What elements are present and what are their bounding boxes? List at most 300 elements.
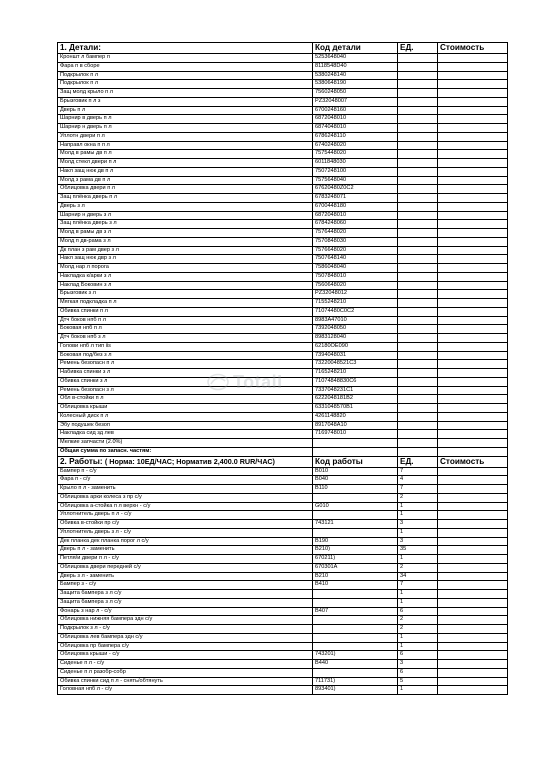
- work-unit: 1: [398, 502, 438, 511]
- part-name: Фара п в сборе: [58, 62, 313, 71]
- work-cost: [438, 502, 508, 511]
- part-code: 71074480C0C2: [313, 307, 398, 316]
- part-unit: [398, 211, 438, 220]
- part-code: 7394048031: [313, 351, 398, 360]
- part-name: Защ молд крыло п л: [58, 89, 313, 98]
- work-cost: [438, 485, 508, 494]
- works-row: [58, 546, 508, 555]
- work-unit: 1: [398, 590, 438, 599]
- work-code: G010: [313, 502, 398, 511]
- parts-row: [58, 141, 508, 150]
- work-code: B210: [313, 572, 398, 581]
- part-unit: [398, 404, 438, 413]
- part-unit: [398, 62, 438, 71]
- part-unit: [398, 307, 438, 316]
- part-name: Накладка сид зд лев: [58, 430, 313, 439]
- work-unit: 3: [398, 660, 438, 669]
- part-name: Защ плёнка дверь п л: [58, 194, 313, 203]
- part-unit: [398, 439, 438, 448]
- part-cost: [438, 220, 508, 229]
- parts-total-label: Общая сумма по запасн. частям:: [58, 447, 313, 456]
- part-code: 67620480Z0C2: [313, 185, 398, 194]
- work-cost: [438, 528, 508, 537]
- part-cost: [438, 272, 508, 281]
- part-unit: [398, 220, 438, 229]
- works-row: [58, 520, 508, 529]
- part-code: 6331048570B1: [313, 404, 398, 413]
- work-name: Дек планка дек планка порог л с/у: [58, 537, 313, 546]
- part-name: Накладка к/арки з л: [58, 272, 313, 281]
- part-name: Шарнир в дверь п л: [58, 115, 313, 124]
- part-cost: [438, 307, 508, 316]
- part-cost: [438, 290, 508, 299]
- part-name: Ремень безопасн з л: [58, 386, 313, 395]
- part-code: 7165248210: [313, 369, 398, 378]
- work-cost: [438, 590, 508, 599]
- watermark-text: TotalI: [233, 372, 283, 392]
- works-cost-header: Стоимость: [438, 456, 508, 467]
- works-row: [58, 668, 508, 677]
- work-cost: [438, 572, 508, 581]
- part-unit: [398, 342, 438, 351]
- works-row: [58, 511, 508, 520]
- work-code: [313, 590, 398, 599]
- work-name: Подкрылок з л - с/у: [58, 625, 313, 634]
- work-unit: 6: [398, 668, 438, 677]
- parts-row: [58, 159, 508, 168]
- work-unit: 2: [398, 616, 438, 625]
- part-cost: [438, 386, 508, 395]
- work-unit: 34: [398, 572, 438, 581]
- part-cost: [438, 211, 508, 220]
- parts-row: [58, 412, 508, 421]
- part-cost: [438, 141, 508, 150]
- part-code: 5253648040: [313, 54, 398, 63]
- part-cost: [438, 246, 508, 255]
- work-name: Фонарь з нар л - с/у: [58, 607, 313, 616]
- work-name: Облицовка крыши - с/у: [58, 651, 313, 660]
- work-name: Петля/и двери п л - с/у: [58, 555, 313, 564]
- parts-row: [58, 97, 508, 106]
- parts-row: [58, 176, 508, 185]
- work-cost: [438, 642, 508, 651]
- part-name: Дтч боков нпб з л: [58, 334, 313, 343]
- part-cost: [438, 430, 508, 439]
- works-row: [58, 537, 508, 546]
- parts-row: [58, 307, 508, 316]
- work-unit: 7: [398, 485, 438, 494]
- part-name: Мягкая подкладка п л: [58, 299, 313, 308]
- parts-row: [58, 430, 508, 439]
- part-unit: [398, 395, 438, 404]
- parts-row: [58, 369, 508, 378]
- part-unit: [398, 132, 438, 141]
- part-cost: [438, 299, 508, 308]
- work-code: B440: [313, 660, 398, 669]
- part-cost: [438, 159, 508, 168]
- work-name: Облицовка арки колеса з пр с/у: [58, 493, 313, 502]
- work-cost: [438, 616, 508, 625]
- parts-row: [58, 386, 508, 395]
- part-unit: [398, 316, 438, 325]
- part-code: 7392048050: [313, 325, 398, 334]
- part-cost: [438, 439, 508, 448]
- work-name: Крыло п л - заменить: [58, 485, 313, 494]
- part-unit: [398, 237, 438, 246]
- work-code: 893401): [313, 686, 398, 695]
- parts-header-row: [58, 43, 508, 54]
- part-code: 8917048A10: [313, 421, 398, 430]
- part-name: Голови нпб л тип iis: [58, 342, 313, 351]
- parts-row: [58, 342, 508, 351]
- part-cost: [438, 395, 508, 404]
- parts-row: [58, 237, 508, 246]
- part-code: 7337048231C1: [313, 386, 398, 395]
- parts-row: [58, 325, 508, 334]
- part-cost: [438, 377, 508, 386]
- works-row: [58, 651, 508, 660]
- parts-row: [58, 124, 508, 133]
- parts-row: [58, 334, 508, 343]
- part-name: Мелкие запчасти (2.0%): [58, 439, 313, 448]
- part-cost: [438, 255, 508, 264]
- work-name: Бампер п - с/у: [58, 467, 313, 476]
- part-cost: [438, 281, 508, 290]
- work-unit: 2: [398, 563, 438, 572]
- part-unit: [398, 167, 438, 176]
- parts-code-header: Код детали: [313, 43, 398, 54]
- part-unit: [398, 430, 438, 439]
- work-code: [313, 511, 398, 520]
- work-code: B190: [313, 537, 398, 546]
- part-name: Облицовка двери п л: [58, 185, 313, 194]
- part-code: 6874048010: [313, 124, 398, 133]
- part-cost: [438, 62, 508, 71]
- work-unit: 7: [398, 467, 438, 476]
- works-row: [58, 485, 508, 494]
- work-code: 743121: [313, 520, 398, 529]
- parts-row: [58, 395, 508, 404]
- work-name: Облицовка нижняя бампера здн с/у: [58, 616, 313, 625]
- work-unit: 3: [398, 537, 438, 546]
- part-unit: [398, 159, 438, 168]
- works-row: [58, 590, 508, 599]
- part-unit: [398, 325, 438, 334]
- part-code: 8983A47010: [313, 316, 398, 325]
- part-cost: [438, 360, 508, 369]
- part-cost: [438, 124, 508, 133]
- work-unit: 6: [398, 651, 438, 660]
- work-name: Дверь з л - заменить: [58, 572, 313, 581]
- work-name: Облицовка а-стойка п л верхн - с/у: [58, 502, 313, 511]
- work-unit: 35: [398, 546, 438, 555]
- parts-row: [58, 62, 508, 71]
- part-code: 6783248071: [313, 194, 398, 203]
- part-unit: [398, 412, 438, 421]
- parts-row: [58, 185, 508, 194]
- part-unit: [398, 272, 438, 281]
- part-code: 7155248210: [313, 299, 398, 308]
- part-cost: [438, 185, 508, 194]
- part-unit: [398, 351, 438, 360]
- work-cost: [438, 607, 508, 616]
- part-unit: [398, 334, 438, 343]
- part-code: 6872048010: [313, 211, 398, 220]
- part-unit: [398, 246, 438, 255]
- part-cost: [438, 421, 508, 430]
- parts-row: [58, 281, 508, 290]
- works-row: [58, 502, 508, 511]
- work-name: Обивка спинки сид п л - снять/обтянуть: [58, 677, 313, 686]
- works-row: [58, 493, 508, 502]
- work-cost: [438, 511, 508, 520]
- work-name: Дверь п л - заменить: [58, 546, 313, 555]
- part-code: PZ32048012: [313, 290, 398, 299]
- part-name: Направл окна п п л: [58, 141, 313, 150]
- work-unit: 2: [398, 493, 438, 502]
- part-cost: [438, 97, 508, 106]
- part-unit: [398, 176, 438, 185]
- work-code: [313, 616, 398, 625]
- work-code: 743201): [313, 651, 398, 660]
- work-code: [313, 598, 398, 607]
- part-unit: [398, 264, 438, 273]
- part-name: Обивка спинки п л: [58, 307, 313, 316]
- work-cost: [438, 686, 508, 695]
- part-name: Шарнир н дверь п л: [58, 124, 313, 133]
- work-code: [313, 493, 398, 502]
- part-name: Молд в рамы дв з л: [58, 229, 313, 238]
- part-name: Дк план з рам двер з л: [58, 246, 313, 255]
- work-unit: 1: [398, 686, 438, 695]
- work-unit: 1: [398, 633, 438, 642]
- work-cost: [438, 651, 508, 660]
- work-cost: [438, 633, 508, 642]
- part-code: 73220048521C3: [313, 360, 398, 369]
- part-cost: [438, 229, 508, 238]
- part-cost: [438, 80, 508, 89]
- work-name: Головная нпб л - с/у: [58, 686, 313, 695]
- work-cost: [438, 555, 508, 564]
- part-unit: [398, 80, 438, 89]
- part-unit: [398, 141, 438, 150]
- work-unit: 1: [398, 511, 438, 520]
- part-code: 6011848030: [313, 159, 398, 168]
- parts-row: [58, 246, 508, 255]
- part-code: 8118548D40: [313, 62, 398, 71]
- work-cost: [438, 581, 508, 590]
- part-unit: [398, 150, 438, 159]
- work-code: B110: [313, 485, 398, 494]
- work-name: Облицовка двери передней с/у: [58, 563, 313, 572]
- part-code: 5380648190: [313, 80, 398, 89]
- part-cost: [438, 404, 508, 413]
- part-code: 8983128040: [313, 334, 398, 343]
- work-cost: [438, 660, 508, 669]
- part-name: Эбу подушек безоп: [58, 421, 313, 430]
- part-cost: [438, 342, 508, 351]
- part-name: Шарнир н дверь з л: [58, 211, 313, 220]
- part-code: 6700448180: [313, 202, 398, 211]
- parts-total-code: [313, 447, 398, 456]
- part-name: Наклад Боковин з л: [58, 281, 313, 290]
- parts-row: [58, 220, 508, 229]
- works-row: [58, 616, 508, 625]
- work-code: 670301A: [313, 563, 398, 572]
- work-code: [313, 668, 398, 677]
- work-cost: [438, 598, 508, 607]
- work-code: [313, 625, 398, 634]
- parts-row: [58, 316, 508, 325]
- part-unit: [398, 89, 438, 98]
- part-cost: [438, 369, 508, 378]
- part-unit: [398, 185, 438, 194]
- part-cost: [438, 202, 508, 211]
- part-name: Молд з рама дв п л: [58, 176, 313, 185]
- part-name: Уплотн двери п л: [58, 132, 313, 141]
- work-name: Облицовка лев бампера здн с/у: [58, 633, 313, 642]
- work-cost: [438, 467, 508, 476]
- part-code: 7560648020: [313, 281, 398, 290]
- parts-row: [58, 89, 508, 98]
- part-code: 7570848030: [313, 237, 398, 246]
- part-code: 7507248100: [313, 167, 398, 176]
- parts-section-title: 1. Детали:: [58, 43, 313, 54]
- part-code: 7586048040: [313, 264, 398, 273]
- part-cost: [438, 194, 508, 203]
- part-unit: [398, 71, 438, 80]
- work-cost: [438, 625, 508, 634]
- work-name: Защита бампера з л с/у: [58, 590, 313, 599]
- work-unit: 4: [398, 476, 438, 485]
- work-code: 670211): [313, 555, 398, 564]
- work-cost: [438, 537, 508, 546]
- part-name: Молд п дв-рама з л: [58, 237, 313, 246]
- parts-row: [58, 150, 508, 159]
- part-name: Брызговик п л з: [58, 97, 313, 106]
- part-unit: [398, 115, 438, 124]
- work-name: Облицовка пр бампера с/у: [58, 642, 313, 651]
- work-name: Уплотнитель дверь з л - с/у: [58, 528, 313, 537]
- work-name: Защита бампера з л с/у: [58, 598, 313, 607]
- work-name: Обивка в-стойки пр с/у: [58, 520, 313, 529]
- works-row: [58, 598, 508, 607]
- parts-row: [58, 54, 508, 63]
- work-cost: [438, 563, 508, 572]
- part-unit: [398, 124, 438, 133]
- parts-row: [58, 421, 508, 430]
- work-unit: 7: [398, 581, 438, 590]
- works-code-header: Код работы: [313, 456, 398, 467]
- works-row: [58, 572, 508, 581]
- estimate-table: [57, 42, 508, 695]
- work-cost: [438, 520, 508, 529]
- part-cost: [438, 237, 508, 246]
- works-row: [58, 476, 508, 485]
- part-name: Дверь з л: [58, 202, 313, 211]
- part-code: 5380248140: [313, 71, 398, 80]
- part-unit: [398, 54, 438, 63]
- part-cost: [438, 150, 508, 159]
- part-code: 7575648040: [313, 176, 398, 185]
- part-cost: [438, 325, 508, 334]
- part-name: Обивка спинки з л: [58, 377, 313, 386]
- work-code: [313, 528, 398, 537]
- parts-total-cost: [438, 447, 508, 456]
- part-name: Молд в рамы дв п л: [58, 150, 313, 159]
- work-cost: [438, 677, 508, 686]
- parts-row: [58, 71, 508, 80]
- work-unit: 2: [398, 625, 438, 634]
- parts-row: [58, 80, 508, 89]
- part-name: Дверь п л: [58, 106, 313, 115]
- works-row: [58, 660, 508, 669]
- part-name: Защ плёнка дверь з л: [58, 220, 313, 229]
- part-code: 6222048181B2: [313, 395, 398, 404]
- works-row: [58, 677, 508, 686]
- works-row: [58, 642, 508, 651]
- part-code: 7507648140: [313, 255, 398, 264]
- work-code: B410: [313, 581, 398, 590]
- part-name: Накл защ нюк двр з л: [58, 255, 313, 264]
- part-cost: [438, 176, 508, 185]
- part-unit: [398, 106, 438, 115]
- part-code: 7507848010: [313, 272, 398, 281]
- work-name: Сиденье п л - с/у: [58, 660, 313, 669]
- part-cost: [438, 54, 508, 63]
- work-cost: [438, 493, 508, 502]
- part-name: Брызговик з л: [58, 290, 313, 299]
- part-code: 62180OE090: [313, 342, 398, 351]
- work-unit: 1: [398, 598, 438, 607]
- part-unit: [398, 369, 438, 378]
- part-code: [313, 439, 398, 448]
- works-row: [58, 633, 508, 642]
- part-cost: [438, 316, 508, 325]
- parts-row: [58, 211, 508, 220]
- works-row: [58, 528, 508, 537]
- work-code: 711731): [313, 677, 398, 686]
- parts-row: [58, 202, 508, 211]
- works-row: [58, 625, 508, 634]
- parts-row: [58, 377, 508, 386]
- work-unit: 1: [398, 555, 438, 564]
- part-cost: [438, 264, 508, 273]
- part-name: Молд стекл двери п л: [58, 159, 313, 168]
- parts-row: [58, 404, 508, 413]
- parts-row: [58, 439, 508, 448]
- parts-row: [58, 106, 508, 115]
- part-code: 7560248050: [313, 89, 398, 98]
- part-unit: [398, 421, 438, 430]
- part-name: Набивка спинки з л: [58, 369, 313, 378]
- parts-row: [58, 299, 508, 308]
- work-unit: 5: [398, 677, 438, 686]
- part-cost: [438, 334, 508, 343]
- part-code: 6786248110: [313, 132, 398, 141]
- part-code: 7575448020: [313, 150, 398, 159]
- parts-row: [58, 360, 508, 369]
- part-code: PZ32048007: [313, 97, 398, 106]
- part-unit: [398, 377, 438, 386]
- part-name: Подкрылок п л: [58, 71, 313, 80]
- part-unit: [398, 255, 438, 264]
- part-unit: [398, 290, 438, 299]
- part-code: 71074848830C6: [313, 377, 398, 386]
- part-code: 6872048010: [313, 115, 398, 124]
- part-name: Обл в-стойки п л: [58, 395, 313, 404]
- work-name: Фара п - с/у: [58, 476, 313, 485]
